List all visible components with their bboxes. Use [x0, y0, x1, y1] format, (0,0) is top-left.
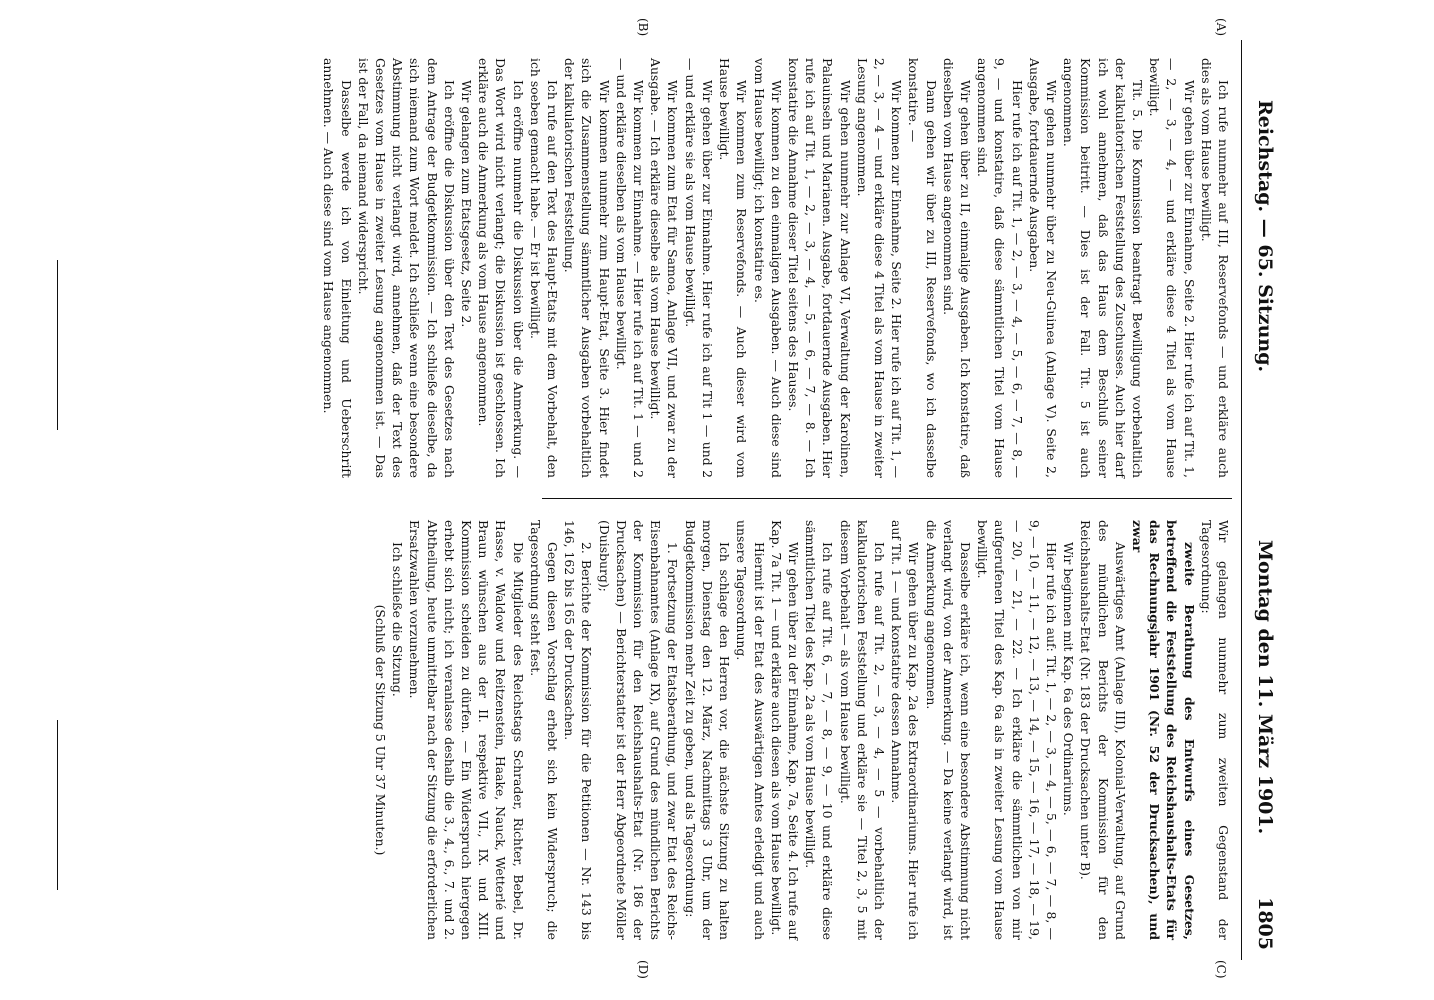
paragraph: Wir gehen nunmehr zur Anlage VI, Verwaltung der Karolinen, Palauinseln und Marianen. Ausgabe, fortdauernde Ausgaben. Hier rufe ich auf Tit. 1, — 2, — 3, — 4, — 5, — 6, — 7, — 8. — Ich konstatire die Annahme dieser Titel seitens des Hauses.: [785, 58, 853, 478]
paragraph: Dasselbe werde ich von Einleitung und Ueberschrift annehmen. — Auch diese sind vom Hause angenommen.: [321, 58, 354, 478]
right-column: [372, 520, 1232, 940]
paragraph: Wir kommen zum Etat für Samoa, Anlage VII, und zwar zu der Ausgabe. — Ich erkläre dieselbe als vom Hause bewilligt.: [648, 58, 681, 478]
paragraph: Ich rufe auf Tit. 6, — 7, — 8, — 9, — 10 und erkläre diese sämmtlichen Titel des Kap. 2a als vom Hause bewilligt.: [803, 520, 836, 940]
paragraph: Ich schließe die Sitzung.: [390, 542, 406, 697]
paragraph: Ich eröffne nunmehr die Diskussion über die Anmerkung. — Das Wort wird nicht verlangt; die Diskussion ist geschlossen. Ich erkläre auch die Anmerkung als vom Hause angenommen.: [476, 58, 526, 478]
paragraph: Ich rufe auf den Text des Haupt-Etats mit dem Vorbehalt, den ich soeben gemacht habe. — Er ist bewilligt.: [527, 58, 561, 478]
header-date: Montag den 11. März 1901.: [1254, 540, 1276, 835]
agenda-point: 2. Berichte der Kommission für die Petitionen — Nr. 143 bis 146, 162 bis 165 der Drucksachen.: [562, 520, 595, 940]
paragraph: Wir gehen über zur Einnahme, Seite 2. Hier rufe ich auf Tit. 1, — 2, — 3, — 4, — und erkläre diese 4 Titel als vom Hause bewilligt.: [1147, 58, 1197, 478]
margin-letter-a: (A): [1214, 18, 1228, 37]
paragraph: Gegen diesen Vorschlag erhebt sich kein Widerspruch; die Tagesordnung steht fest.: [527, 520, 561, 940]
paragraph: Wir gehen über zu II, einmalige Ausgaben. Ich konstatire, daß dieselben vom Hause angenommen sind.: [940, 58, 973, 478]
paragraph: Wir gehen über zur Einnahme. Hier rufe ich auf Tit 1 — und 2 — und erkläre sie als vom Hause bewilligt.: [682, 58, 715, 478]
page-number: 1805: [1254, 897, 1276, 950]
paragraph: Dann gehen wir über zu III, Reservefonds, wo ich dasselbe konstatire. —: [906, 58, 939, 478]
paragraph: Wir gelangen nunmehr zum zweiten Gegenstand der Tagesordnung:: [1198, 520, 1231, 940]
margin-letter-b: (B): [636, 18, 650, 37]
paragraph: Ich schlage den Herren vor, die nächste Sitzung zu halten morgen, Dienstag den 12. März, Nachmittags 3 Uhr, um der Budgetkommission mehr Zeit zu geben, und als Tagesordnung:: [682, 520, 733, 940]
paragraph: Wir kommen zu den einmaligen Ausgaben. — Auch diese sind vom Hause bewilligt; ich konstatire es.: [751, 58, 784, 478]
end-rule: [57, 720, 58, 890]
paragraph: Wir kommen zum Reservefonds. — Auch dieser wird vom Hause bewilligt.: [717, 58, 750, 478]
paragraph: Wir beginnen mit Kap. 6a des Ordinariums.: [1061, 542, 1077, 816]
paragraph: Tit. 5. Die Kommission beantragt Bewilligung vorbehaltlich der kalkulatorischen Feststellung des Zuschusses. Auch hier darf ich wohl annehmen, daß das Haus dem Beschluß seiner Kommission beitritt. — Dies ist der Fall. Tit. 5 ist auch angenommen.: [1061, 58, 1145, 478]
paragraph: Wir kommen nunmehr zum Haupt-Etat, Seite 3. Hier findet sich die Zusammenstellung sämmtlicher Ausgaben vorbehaltlich der kalkulatorischen Feststellung.: [562, 58, 612, 478]
paragraph: Wir gehen über zu der Einnahme, Kap. 7a, Seite 4. Ich rufe auf Kap. 7a Tit. 1 — und erkläre auch diesen als vom Hause bewilligt.: [768, 520, 801, 940]
agenda-point: 1. Fortsetzung der Etatsberathung, und zwar Etat des Reichs-Eisenbahnamtes (Anlage IX), auf Grund des mündlichen Berichts der Kommission für den Reichshaushalts-Etat (Nr. 186 der Drucksachen) — Berichterstatter ist der Herr Abgeordnete Möller (Duisburg);: [596, 520, 681, 940]
paragraph: Hier rufe ich auf: Tit. 1, — 2, — 3, — 4, — 5, — 6, — 7, — 8, — 9, — 10, — 11, — 12, — 13, — 14, — 15, — 16, — 17, — 18, — 19, — 20, — 21, — 22. — Ich erkläre die sämmtlichen von mir aufgerufenen Titel des Kap. 6a als in zweiter Lesung vom Hause bewilligt.: [975, 520, 1059, 940]
paragraph: Wir kommen zur Einnahme. — Hier rufe ich auf Tit. 1 — und 2 — und erkläre dieselben als vom Hause bewilligt.: [613, 58, 647, 478]
paragraph: Wir kommen zur Einnahme, Seite 2. Hier rufe ich auf Tit. 1, — 2, — 3, — 4 — und erkläre diese 4 Titel als vom Hause in zweiter Lesung angenommen.: [854, 58, 905, 478]
paragraph: Ich rufe auf Tit. 2, — 3, — 4, — 5 — vorbehaltlich der kalkulatorischen Feststellung und erkläre sie — Titel 2, 3, 5 mit diesem Vorbehalt — als vom Hause bewilligt.: [837, 520, 887, 940]
agenda-item-heading: zweite Berathung des Entwurfs eines Gesetzes, betreffend die Feststellung des Reichshaushalts-Etats für das Rechnungsjahr 1901 (Nr. 52 der Drucksachen), und zwar: [1129, 520, 1197, 940]
paragraph: Wir gehen nunmehr über zu Neu-Guinea (Anlage V). Seite 2, Ausgabe, fortdauernde Ausgaben.: [1026, 58, 1059, 478]
paragraph: Hiermit ist der Etat des Auswärtigen Amtes erledigt und auch unsere Tagesordnung.: [734, 520, 767, 940]
paragraph: Wir gelangen zum Etatsgesetz, Seite 2.: [459, 80, 475, 328]
end-rule: [57, 260, 58, 430]
paragraph: Ich eröffne die Diskussion über den Text des Gesetzes nach dem Antrage der Budgetkommission. — Ich schließe dieselbe, da sich niemand zum Wort meldet. Ich schließe wenn eine besondere Abstimmung nicht verlangt wird, annehmen, daß der Text des Gesetzes vom Hause in zweiter Lesung angenommen ist. — Das ist der Fall, da niemand widerspricht.: [355, 58, 457, 478]
page-header: [1246, 40, 1276, 960]
paragraph: Dasselbe erkläre ich, wenn eine besondere Abstimmung nicht verlangt wird, von der Anmerkung. — Da keine verlangt wird, ist die Anmerkung angenommen.: [923, 520, 973, 940]
paragraph: Ich rufe nunmehr auf III, Reservefonds — und erkläre auch dies als vom Hause bewilligt.: [1198, 58, 1231, 478]
header-left: Reichstag. — 65. Sitzung.: [1254, 100, 1276, 373]
paragraph: Wir gehen über zu Kap. 2a des Extraordinariums. Hier rufe ich auf Tit. 1 — und konstatire dessen Annahme.: [889, 520, 922, 940]
margin-letter-d: (D): [636, 960, 650, 979]
paragraph: Hier rufe ich auf Tit. 1, — 2, — 3, — 4, — 5, — 6, — 7, — 8, — 9, — und konstatire, daß diese sämmtlichen Titel vom Hause angenommen sind.: [975, 58, 1025, 478]
margin-letter-c: (C): [1214, 960, 1228, 979]
left-column: [320, 58, 1232, 478]
paragraph: Die Mitglieder des Reichstags Schrader, Richter, Bebel, Dr. Hasse, v. Waldow und Reitzenstein, Haake, Nauck, Wetterlé und Braun wünschen aus der II. respektive VII., IX. und XIII. Kommission scheiden zu dürfen. — Ein Widerspruch hiergegen erhebt sich nicht; ich veranlasse deshalb die 3., 4., 6., 7. und 2. Abtheilung, heute unmittelbar nach der Sitzung die erforderlichen Ersatzwahlen vorzunehmen.: [407, 520, 526, 940]
column-divider: [542, 498, 1232, 499]
paragraph: Auswärtiges Amt (Anlage III), Kolonial-Verwaltung, auf Grund des mündlichen Berichts der Kommission für den Reichshaushalts-Etat (Nr. 183 der Drucksachen unter B).: [1078, 520, 1128, 940]
closing-note: (Schluß der Sitzung 5 Uhr 37 Minuten.): [373, 604, 389, 856]
header-rule: [1241, 40, 1242, 960]
